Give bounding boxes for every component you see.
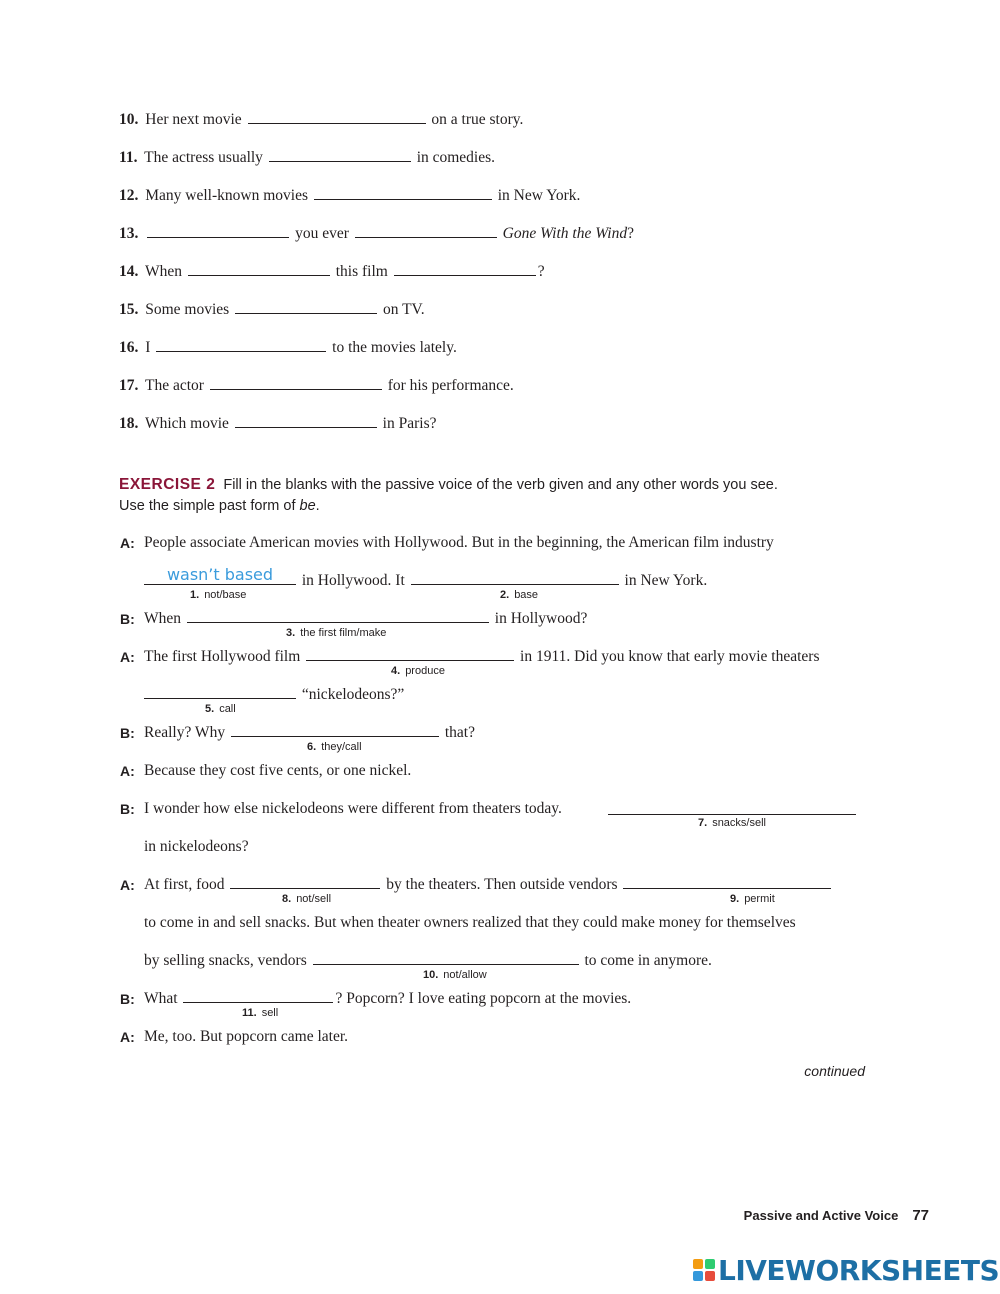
item-text: in Paris? (382, 415, 437, 432)
dialogue-text: ? Popcorn? I love eating popcorn at the movies. (335, 990, 632, 1007)
dialogue-text: Me, too. But popcorn came later. (144, 1028, 349, 1045)
answer-blank[interactable] (269, 149, 411, 162)
speaker-label: B: (120, 611, 135, 627)
dialogue-text: in Hollywood? (494, 610, 588, 627)
page-number: 77 (912, 1207, 929, 1224)
dialogue-text: Because they cost five cents, or one nickel. (144, 762, 412, 779)
item-number: 13. (119, 225, 139, 242)
dialogue-text: in New York. (624, 572, 708, 589)
verb-cue: 10. not/allow (423, 969, 487, 981)
dialogue-line (144, 761, 411, 781)
item-number: 15. (119, 301, 139, 318)
dialogue-line (144, 647, 820, 667)
answer-blank[interactable] (156, 339, 326, 352)
item-number: 14. (119, 263, 139, 280)
exercise-instruction-end: . (315, 498, 320, 514)
answer-blank-2[interactable] (411, 572, 619, 585)
item-text: The actress usually (144, 149, 263, 166)
speaker-label: A: (120, 877, 135, 893)
dialogue-text: in nickelodeons? (144, 838, 249, 855)
dialogue-text: by the theaters. Then outside vendors (386, 876, 618, 893)
item-text: on TV. (382, 301, 425, 318)
dialogue-line (144, 837, 249, 857)
item-17 (119, 376, 514, 396)
answer-blank-3[interactable] (187, 610, 489, 623)
verb-cue: 6. they/call (307, 741, 362, 753)
dialogue-line (144, 723, 475, 743)
item-text: in comedies. (416, 149, 496, 166)
item-16 (119, 338, 457, 358)
page-footer (744, 1207, 929, 1224)
answer-blank[interactable] (147, 225, 289, 238)
dialogue-text: People associate American movies with Hollywood. But in the beginning, the American film industry (144, 534, 774, 551)
item-14 (119, 262, 545, 282)
answer-blank[interactable] (394, 263, 536, 276)
filled-answer: wasn’t based (166, 565, 274, 584)
answer-blank-8[interactable] (230, 876, 380, 889)
exercise-heading (119, 474, 839, 517)
dialogue-text: to come in and sell snacks. But when theater owners realized that they could make money for themselves (144, 914, 796, 931)
dialogue-text: When (144, 610, 182, 627)
item-text: you ever (295, 225, 349, 242)
dialogue-text: “nickelodeons?” (301, 686, 405, 703)
exercise-label: EXERCISE 2 (119, 476, 216, 493)
item-text: Which movie (144, 415, 229, 432)
answer-blank-11[interactable] (183, 990, 333, 1003)
item-text: Many well-known movies (145, 187, 308, 204)
dialogue-line (144, 609, 587, 629)
dialogue-text: in 1911. Did you know that early movie theaters (520, 648, 820, 665)
item-number: 11. (119, 149, 138, 166)
item-number: 10. (119, 111, 139, 128)
dialogue-line (144, 951, 712, 971)
item-text: I (145, 339, 151, 356)
exercise-instruction: Fill in the blanks with the passive voice of the verb given and any other words you see. (223, 477, 778, 493)
dialogue-line (144, 533, 774, 553)
item-text: ? (537, 263, 545, 280)
answer-blank[interactable] (210, 377, 382, 390)
dialogue-text: The first Hollywood film (144, 648, 301, 665)
answer-blank[interactable] (235, 301, 377, 314)
verb-cue: 8. not/sell (282, 893, 332, 905)
verb-cue: 4. produce (391, 665, 445, 677)
answer-blank[interactable] (355, 225, 497, 238)
item-text: this film (335, 263, 388, 280)
logo-text: LIVEWORKSHEETS (718, 1253, 1000, 1287)
exercise-verb: be (299, 498, 316, 514)
item-number: 12. (119, 187, 139, 204)
answer-blank[interactable] (314, 187, 492, 200)
dialogue-line (144, 1027, 348, 1047)
item-text: Some movies (145, 301, 230, 318)
speaker-label: A: (120, 649, 135, 665)
item-text: to the movies lately. (332, 339, 457, 356)
dialogue-line (144, 565, 708, 591)
continued-note: continued (804, 1063, 865, 1079)
item-10 (119, 110, 523, 130)
speaker-label: A: (120, 763, 135, 779)
dialogue-text: in Hollywood. It (301, 572, 405, 589)
answer-blank-4[interactable] (306, 648, 514, 661)
exercise-instruction-2: Use the simple past form of (119, 498, 296, 514)
dialogue-text: by selling snacks, vendors (144, 952, 307, 969)
verb-cue: 7. snacks/sell (698, 817, 766, 829)
footer-section: Passive and Active Voice (743, 1208, 899, 1223)
item-text: When (144, 263, 182, 280)
item-text: in New York. (497, 187, 581, 204)
dialogue-line (144, 913, 796, 933)
dialogue-text: What (144, 990, 178, 1007)
logo-mark-icon (693, 1259, 715, 1281)
item-number: 16. (119, 339, 139, 356)
speaker-label: B: (120, 725, 135, 741)
dialogue-text: I wonder how else nickelodeons were different from theaters today. (144, 800, 562, 817)
item-number: 17. (119, 377, 139, 394)
answer-blank-6[interactable] (231, 724, 439, 737)
verb-cue: 5. call (205, 703, 236, 715)
item-18 (119, 414, 436, 434)
item-13 (119, 224, 634, 244)
item-text: for his performance. (387, 377, 514, 394)
item-number: 18. (119, 415, 139, 432)
verb-cue: 3. the first film/make (286, 627, 387, 639)
speaker-label: A: (120, 1029, 135, 1045)
answer-blank-9[interactable] (623, 876, 831, 889)
answer-blank[interactable] (248, 111, 426, 124)
speaker-label: B: (120, 801, 135, 817)
dialogue-text: to come in anymore. (584, 952, 712, 969)
answer-blank-5[interactable] (144, 686, 296, 699)
item-12 (119, 186, 580, 206)
verb-cue: 11. sell (242, 1007, 279, 1019)
item-text: on a true story. (431, 111, 524, 128)
dialogue-text: Really? Why (144, 724, 226, 741)
dialogue-line (144, 989, 631, 1009)
verb-cue: 9. permit (730, 893, 775, 905)
liveworksheets-logo (693, 1254, 999, 1286)
item-text: Her next movie (145, 111, 242, 128)
answer-blank-1[interactable] (144, 565, 296, 585)
dialogue-line (144, 685, 404, 705)
item-text: The actor (144, 377, 204, 394)
item-15 (119, 300, 425, 320)
answer-blank[interactable] (235, 415, 377, 428)
item-text: ? (627, 225, 634, 242)
dialogue-text: At first, food (144, 876, 225, 893)
speaker-label: A: (120, 535, 135, 551)
movie-title: Gone With the Wind (502, 225, 628, 242)
answer-blank-10[interactable] (313, 952, 579, 965)
verb-cue: 1. not/base (190, 589, 247, 601)
dialogue-text: that? (444, 724, 475, 741)
item-11 (119, 148, 495, 168)
answer-blank[interactable] (188, 263, 330, 276)
answer-blank-7[interactable] (608, 802, 856, 815)
verb-cue: 2. base (500, 589, 539, 601)
speaker-label: B: (120, 991, 135, 1007)
dialogue-line (144, 875, 833, 895)
dialogue-line (144, 799, 562, 819)
